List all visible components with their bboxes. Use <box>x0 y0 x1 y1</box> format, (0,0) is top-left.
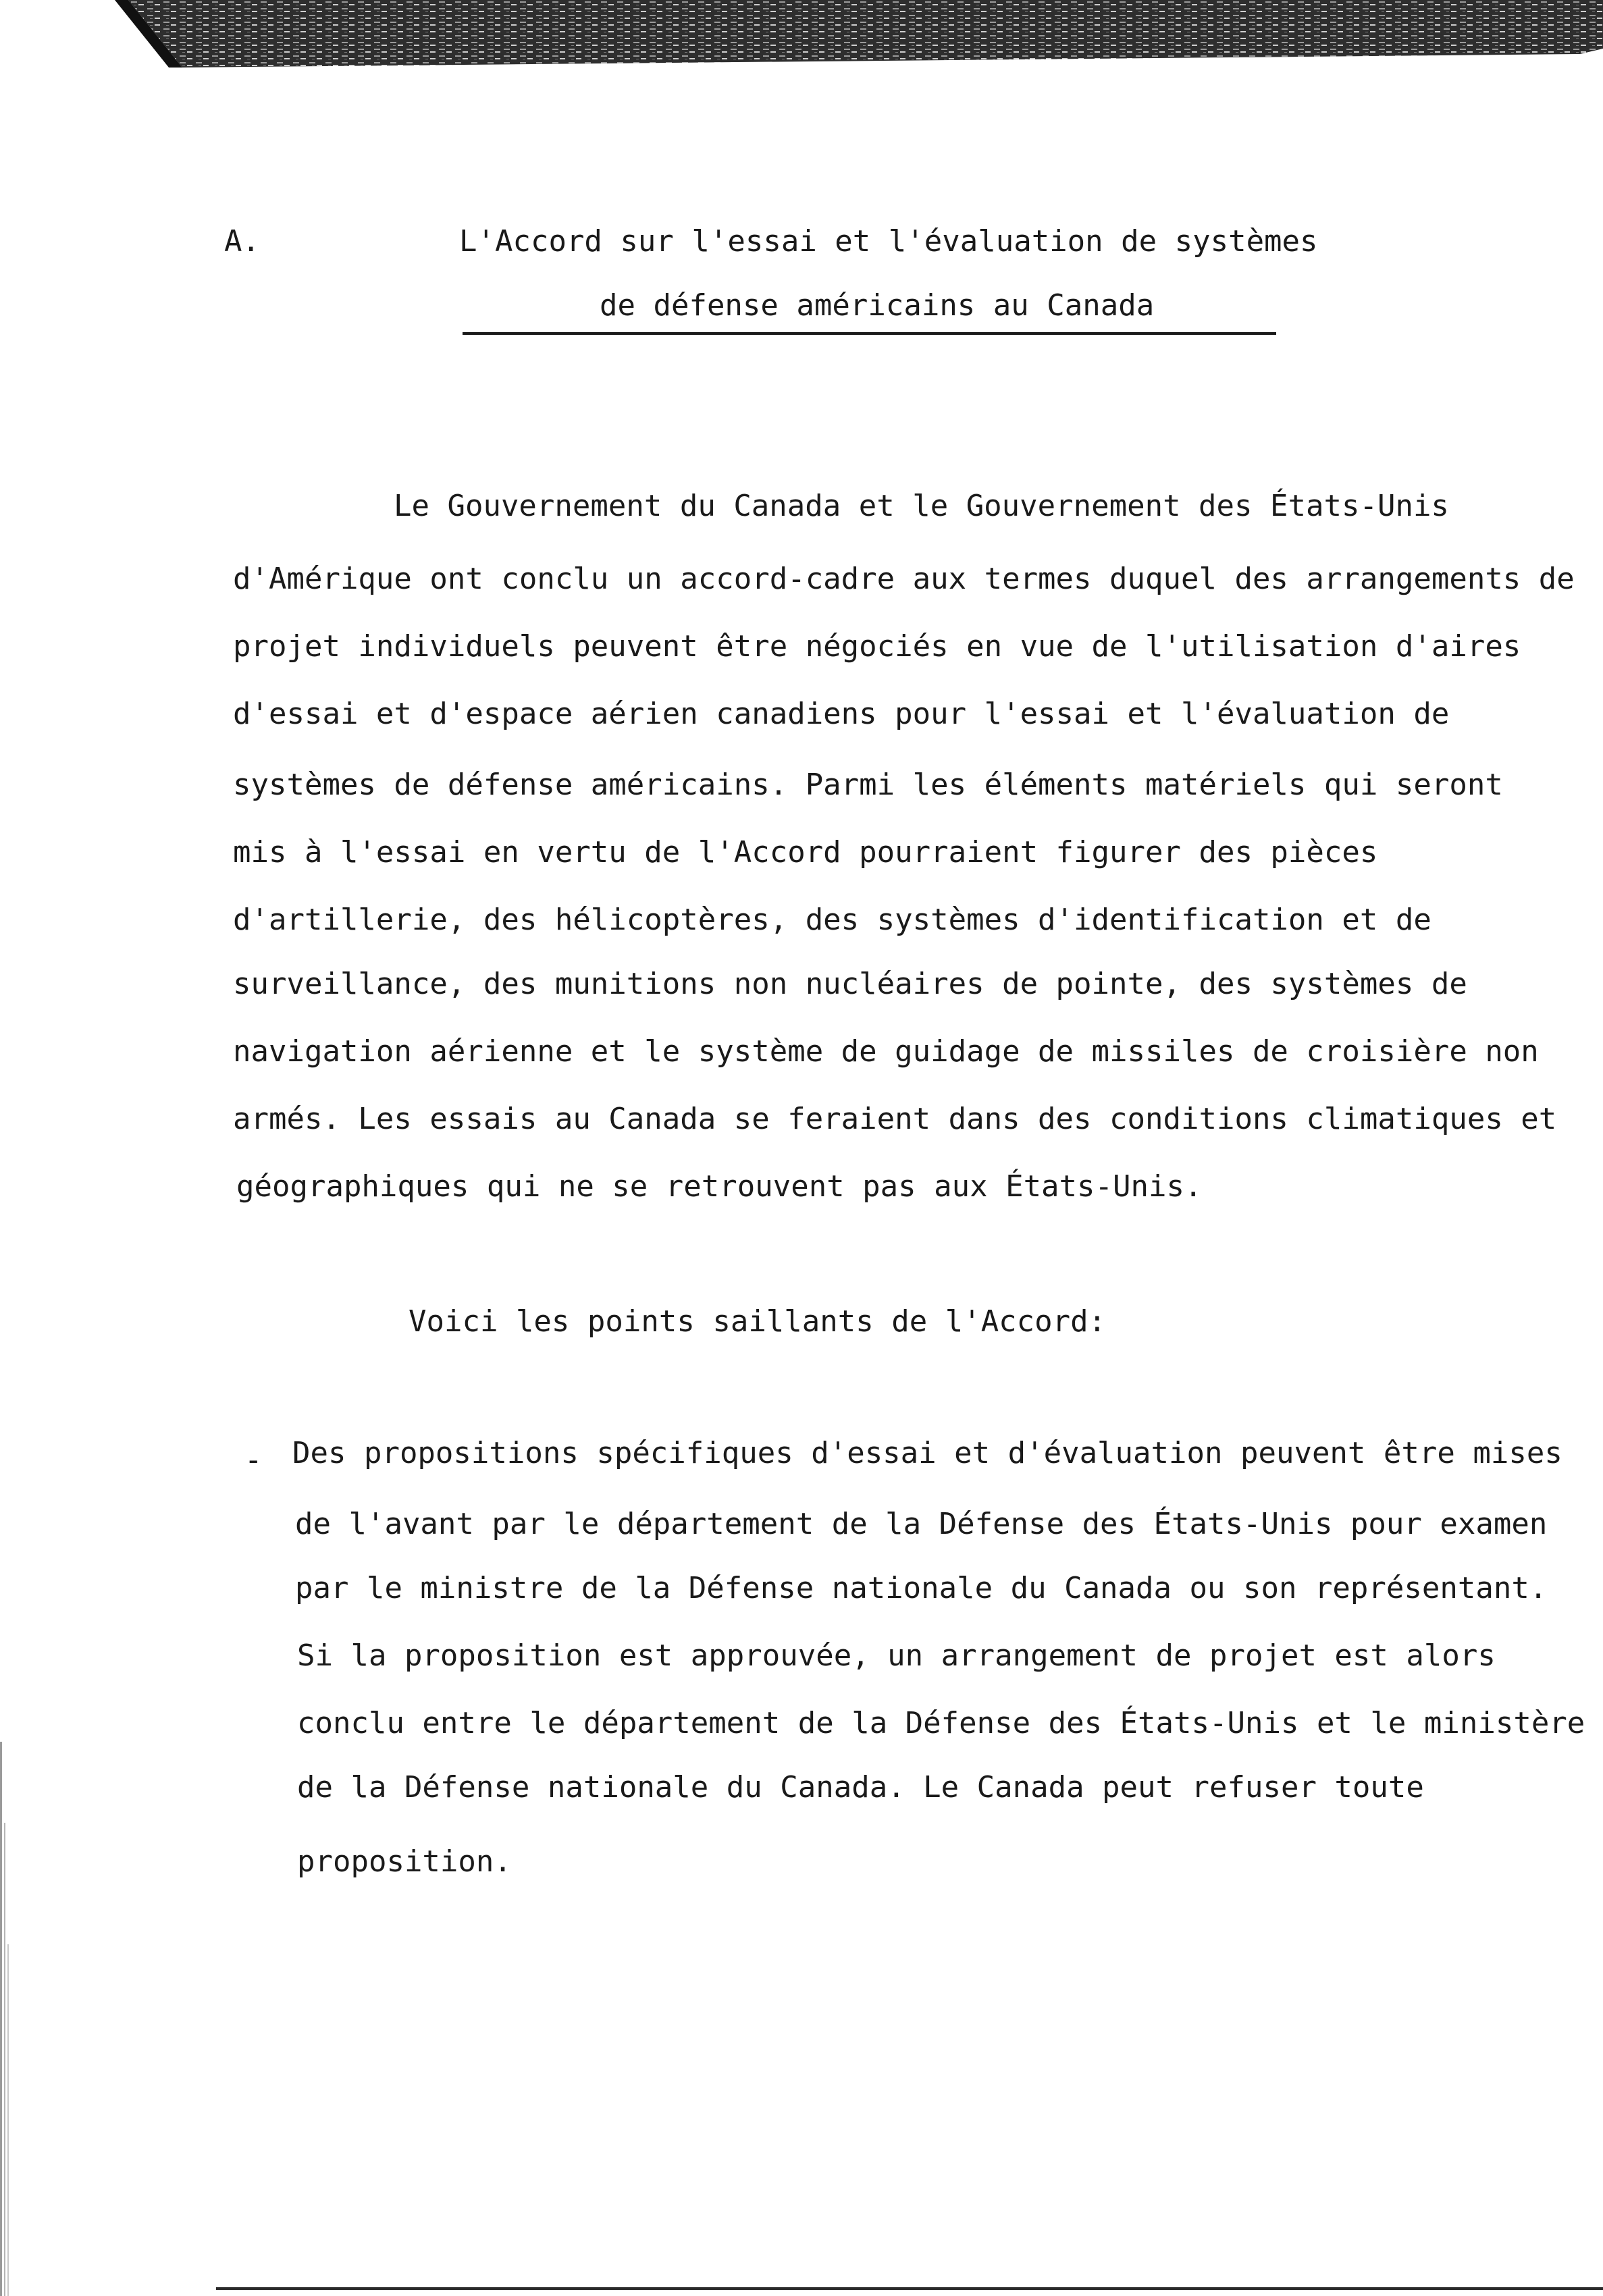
bullet-line-6: de la Défense nationale du Canada. Le Canada peut refuser toute <box>297 1770 1424 1805</box>
intro-line-9: navigation aérienne et le système de guidage de missiles de croisière non <box>233 1034 1539 1069</box>
scan-left-edge <box>0 1742 15 2296</box>
intro-line-4: d'essai et d'espace aérien canadiens pour l'essai et l'évaluation de <box>233 697 1450 731</box>
bullet-line-2: de l'avant par le département de la Défense des États-Unis pour examen <box>295 1507 1548 1541</box>
title-underline <box>463 332 1276 335</box>
intro-line-5: systèmes de défense américains. Parmi les éléments matériels qui seront <box>233 768 1503 802</box>
intro-line-7: d'artillerie, des hélicoptères, des systèmes d'identification et de <box>233 903 1431 937</box>
intro-line-1: Le Gouvernement du Canada et le Gouvernement des États-Unis <box>394 489 1449 523</box>
highlights-intro: Voici les points saillants de l'Accord: <box>409 1304 1107 1339</box>
bullet-marker: - <box>244 1443 263 1477</box>
intro-line-11: géographiques qui ne se retrouvent pas aux États-Unis. <box>236 1169 1203 1204</box>
bullet-line-7: proposition. <box>297 1844 512 1879</box>
bullet-line-5: conclu entre le département de la Défense des États-Unis et le ministère <box>297 1706 1585 1740</box>
intro-line-3: projet individuels peuvent être négociés en vue de l'utilisation d'aires <box>233 629 1521 664</box>
intro-line-10: armés. Les essais au Canada se feraient dans des conditions climatiques et <box>233 1102 1557 1136</box>
bullet-line-4: Si la proposition est approuvée, un arrangement de projet est alors <box>297 1638 1496 1673</box>
title-line-1: L'Accord sur l'essai et l'évaluation de systèmes <box>459 224 1318 259</box>
bullet-line-3: par le ministre de la Défense nationale du Canada ou son représentant. <box>295 1571 1548 1605</box>
intro-line-6: mis à l'essai en vertu de l'Accord pourraient figurer des pièces <box>233 835 1378 870</box>
title-line-2: de défense américains au Canada <box>600 288 1155 323</box>
scan-edge-band <box>0 0 1603 74</box>
section-letter: A. <box>224 224 260 259</box>
intro-line-8: surveillance, des munitions non nucléaires de pointe, des systèmes de <box>233 967 1467 1001</box>
intro-line-2: d'Amérique ont conclu un accord-cadre aux termes duquel des arrangements de <box>233 562 1575 596</box>
bullet-line-1: Des propositions spécifiques d'essai et d'évaluation peuvent être mises <box>292 1436 1562 1470</box>
scan-bottom-edge <box>216 2287 1603 2290</box>
